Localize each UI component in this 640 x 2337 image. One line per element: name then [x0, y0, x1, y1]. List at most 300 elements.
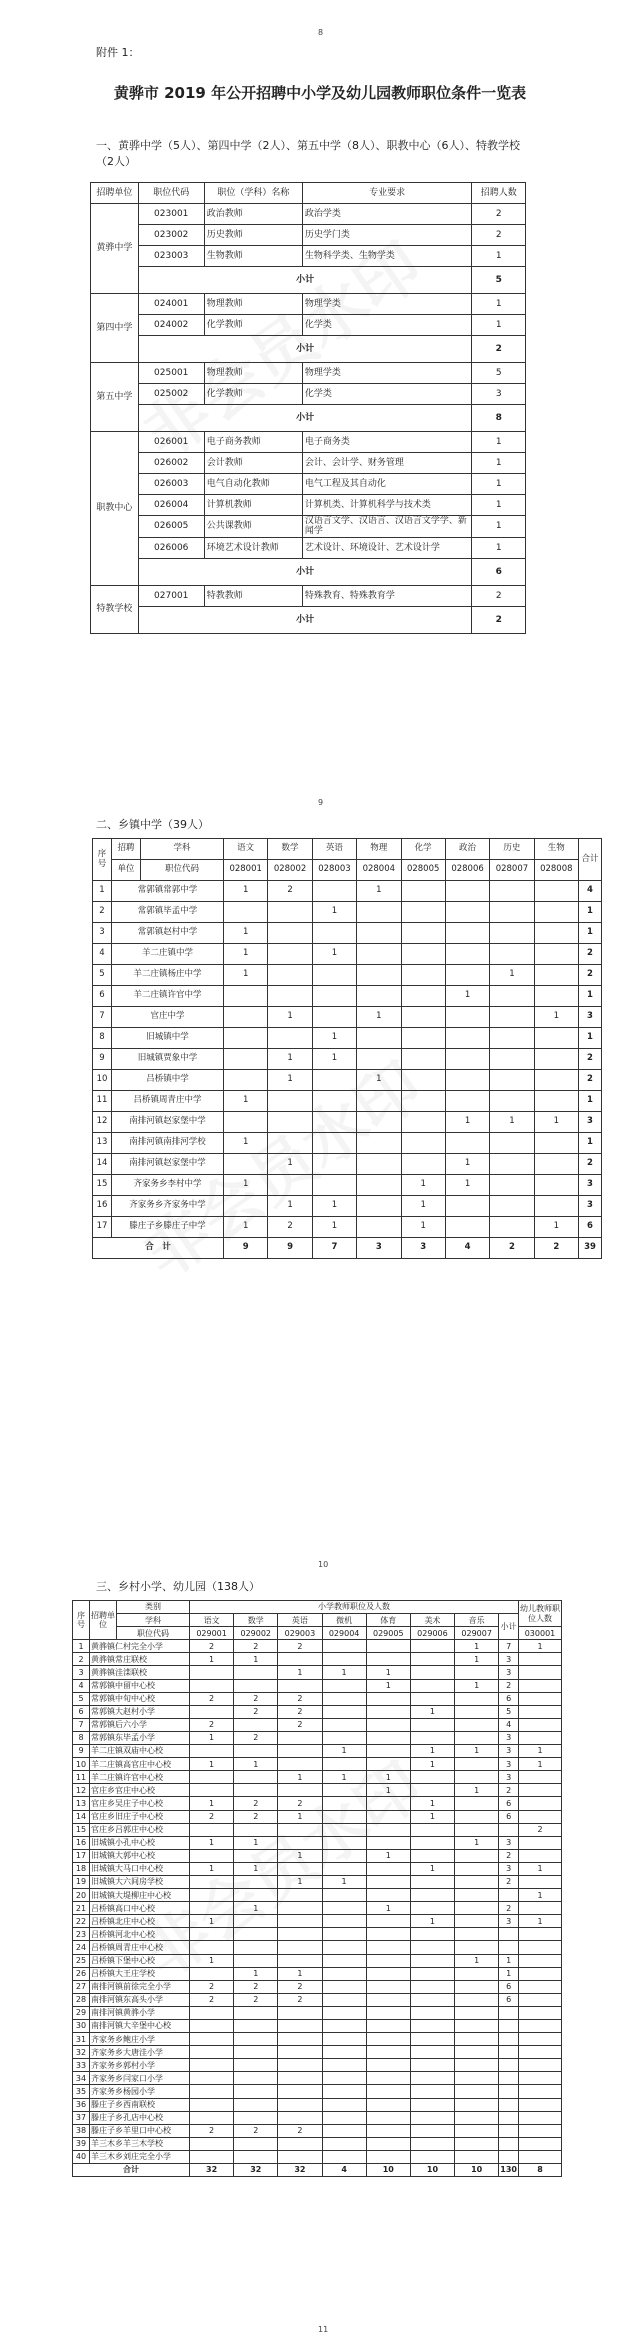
table-cell [278, 2098, 322, 2111]
table-cell: 1 [322, 1771, 366, 1784]
table-cell: 常郭镇中旬中心校 [90, 1692, 190, 1705]
table-cell [322, 1758, 366, 1771]
table-cell [410, 1993, 454, 2006]
table-cell: 1 [410, 1745, 454, 1758]
table-cell: 4 [499, 1718, 519, 1731]
total-label: 合 计 [93, 1238, 224, 1259]
table-cell [534, 902, 578, 923]
table-cell [499, 1823, 519, 1836]
table-cell [278, 2085, 322, 2098]
column-header: 序号 [73, 1601, 90, 1640]
table-row [73, 1771, 562, 1784]
table-cell: 常郭镇毕孟中学 [112, 902, 224, 923]
code-header: 029005 [366, 1627, 410, 1640]
table-cell [190, 1705, 234, 1718]
table-cell [268, 1175, 312, 1196]
table-row [91, 246, 526, 267]
table-cell: 1 [366, 1771, 410, 1784]
table-cell [410, 1836, 454, 1849]
table-row [73, 1941, 562, 1954]
table-cell [357, 1175, 401, 1196]
table-cell [268, 1028, 312, 1049]
table-cell: 1 [190, 1954, 234, 1967]
table-cell: 黄骅镇常庄联校 [90, 1653, 190, 1666]
table-cell: 1 [190, 1862, 234, 1875]
table-cell: 黄骅镇仁村完全小学 [90, 1640, 190, 1653]
table-cell: 026003 [138, 474, 204, 495]
table-cell: 024002 [138, 315, 204, 336]
table-cell [357, 1028, 401, 1049]
table-cell: 2 [234, 1993, 278, 2006]
total-value: 32 [190, 2164, 234, 2177]
table-cell [357, 923, 401, 944]
table-cell: 化学类 [302, 384, 472, 405]
table-cell: 2 [190, 2124, 234, 2137]
table-cell [268, 923, 312, 944]
subtotal-label: 小计 [138, 606, 472, 633]
table-cell: 滕庄子乡滕庄子中学 [112, 1217, 224, 1238]
table-cell [278, 1941, 322, 1954]
table-cell [190, 2033, 234, 2046]
table-cell: 滕庄子乡西南联校 [90, 2098, 190, 2111]
table-cell [519, 2046, 562, 2059]
column-header: 招聘单位 [91, 183, 139, 204]
table-cell [490, 1175, 534, 1196]
subject-header: 生物 [534, 839, 578, 860]
table-cell [534, 881, 578, 902]
table-cell [234, 1915, 278, 1928]
table-cell: 6 [73, 1705, 90, 1718]
total-row [73, 2164, 562, 2177]
table-cell [366, 2072, 410, 2085]
subject-header: 数学 [268, 839, 312, 860]
table-cell: 1 [234, 1967, 278, 1980]
table-cell [519, 1666, 562, 1679]
table-cell [278, 2006, 322, 2019]
table-cell [401, 881, 445, 902]
table-cell [455, 1941, 499, 1954]
table-cell [519, 2020, 562, 2033]
table-cell [519, 1810, 562, 1823]
table-cell: 1 [190, 1797, 234, 1810]
code-header: 028001 [224, 860, 268, 881]
table-row [73, 1705, 562, 1718]
table-cell: 旧城镇大郭中心校 [90, 1849, 190, 1862]
table-cell: 3 [579, 1196, 602, 1217]
table-cell: 1 [278, 1875, 322, 1888]
table-cell: 1 [234, 1862, 278, 1875]
table-cell: 1 [519, 1889, 562, 1902]
table-cell: 齐家务乡齐家务中学 [112, 1196, 224, 1217]
table-cell [499, 2046, 519, 2059]
table-cell [190, 2059, 234, 2072]
table-cell [278, 1902, 322, 1915]
table-cell [401, 1049, 445, 1070]
table-cell: 1 [278, 1771, 322, 1784]
column-header: 职位（学科）名称 [204, 183, 302, 204]
table-cell [401, 1028, 445, 1049]
page-number: 8 [318, 28, 324, 37]
table-cell [190, 1928, 234, 1941]
column-header: 招聘 [112, 839, 141, 860]
table-cell: 1 [490, 1112, 534, 1133]
table-cell: 生物科学类、生物学类 [302, 246, 472, 267]
table-cell: 25 [73, 1954, 90, 1967]
table-row [73, 2006, 562, 2019]
table-cell [519, 2059, 562, 2072]
table-cell [519, 2124, 562, 2137]
table-cell [534, 944, 578, 965]
table-cell: 1 [579, 1028, 602, 1049]
table-cell [312, 1175, 356, 1196]
table-cell [366, 1718, 410, 1731]
table-cell: 物理学类 [302, 294, 472, 315]
subtotal-row [91, 606, 526, 633]
table-cell: 3 [499, 1666, 519, 1679]
table-row [73, 1653, 562, 1666]
table-cell: 羊二庄镇高官庄中心校 [90, 1758, 190, 1771]
table-cell [234, 1928, 278, 1941]
table-cell [455, 1875, 499, 1888]
table-cell [190, 2098, 234, 2111]
subtotal-value: 2 [472, 336, 526, 363]
subtotal-label: 小计 [138, 405, 472, 432]
table-cell: 1 [579, 1133, 602, 1154]
table-row [93, 986, 602, 1007]
table-cell: 13 [93, 1133, 112, 1154]
table-row [93, 1217, 602, 1238]
table-cell: 1 [268, 1049, 312, 1070]
subject-header: 微机 [322, 1614, 366, 1627]
table-cell: 吕桥镇周青庄中学 [112, 1091, 224, 1112]
table-cell: 官庄乡旧庄子中心校 [90, 1810, 190, 1823]
table-cell [190, 1823, 234, 1836]
table-cell [190, 2020, 234, 2033]
table-cell [190, 1902, 234, 1915]
table-cell [278, 1758, 322, 1771]
table-cell [519, 1836, 562, 1849]
table-cell [519, 1980, 562, 1993]
table-cell [366, 2020, 410, 2033]
total-value: 8 [519, 2164, 562, 2177]
table-cell [190, 2150, 234, 2163]
table-cell [357, 1217, 401, 1238]
table-cell: 旧城镇大马口中心校 [90, 1862, 190, 1875]
table-cell [322, 1679, 366, 1692]
table-cell: 常郭镇大赵村小学 [90, 1705, 190, 1718]
table-row [73, 1758, 562, 1771]
table-cell: 2 [234, 1980, 278, 1993]
table-cell [410, 1771, 454, 1784]
table-cell [410, 1941, 454, 1954]
table-cell [322, 2137, 366, 2150]
subject-header: 语文 [224, 839, 268, 860]
table-cell: 2 [234, 1731, 278, 1744]
table-cell [410, 1718, 454, 1731]
table-cell: 1 [472, 453, 526, 474]
total-value: 9 [268, 1238, 312, 1259]
table-cell: 1 [234, 1902, 278, 1915]
table-cell: 4 [73, 1679, 90, 1692]
table-row [73, 1679, 562, 1692]
table-cell: 1 [455, 1653, 499, 1666]
table-cell [455, 1862, 499, 1875]
table-cell: 18 [73, 1862, 90, 1875]
table-cell [519, 1875, 562, 1888]
table-cell [366, 1758, 410, 1771]
table-cell [410, 2111, 454, 2124]
table-cell [490, 1154, 534, 1175]
table-cell [455, 1928, 499, 1941]
table-cell: 33 [73, 2059, 90, 2072]
table-cell: 1 [410, 1915, 454, 1928]
table-cell [234, 2072, 278, 2085]
table-cell: 特殊教育、特殊教育学 [302, 585, 472, 606]
table-cell: 2 [579, 1070, 602, 1091]
code-header: 028004 [357, 860, 401, 881]
table-cell: 29 [73, 2006, 90, 2019]
table-cell [366, 1980, 410, 1993]
table-cell [455, 1666, 499, 1679]
table-cell: 36 [73, 2098, 90, 2111]
table-row [91, 225, 526, 246]
table-cell: 12 [93, 1112, 112, 1133]
table-cell: 15 [73, 1823, 90, 1836]
table-cell [455, 1718, 499, 1731]
subtotal-label: 小计 [138, 558, 472, 585]
table-cell [366, 1653, 410, 1666]
table-cell [357, 986, 401, 1007]
table-row [73, 1954, 562, 1967]
table-cell [401, 1154, 445, 1175]
table-cell [190, 1967, 234, 1980]
table-row [91, 537, 526, 558]
table-cell [278, 2137, 322, 2150]
table-cell [519, 1849, 562, 1862]
table-cell [490, 986, 534, 1007]
table-cell [410, 2072, 454, 2085]
table-cell: 3 [499, 1653, 519, 1666]
table-cell: 1 [579, 986, 602, 1007]
table-cell [410, 2098, 454, 2111]
table-cell [401, 944, 445, 965]
table-cell: 1 [190, 1731, 234, 1744]
table-cell [234, 1823, 278, 1836]
table-cell: 常郭镇中留中心校 [90, 1679, 190, 1692]
table-cell: 1 [534, 1217, 578, 1238]
table-cell [224, 1196, 268, 1217]
table-cell: 1 [519, 1640, 562, 1653]
table-cell [499, 1928, 519, 1941]
table-cell: 旧城镇贾象中学 [112, 1049, 224, 1070]
table-cell: 2 [278, 2124, 322, 2137]
table-cell [519, 2111, 562, 2124]
table-cell: 2 [579, 965, 602, 986]
table-cell [519, 2085, 562, 2098]
table-cell: 1 [472, 246, 526, 267]
table-cell [366, 1875, 410, 1888]
table-cell [455, 2098, 499, 2111]
table-cell [357, 1154, 401, 1175]
table-cell [278, 2111, 322, 2124]
table-cell: 6 [499, 1993, 519, 2006]
table-cell: 南排河镇东高头小学 [90, 1993, 190, 2006]
table-cell: 5 [93, 965, 112, 986]
section2-heading: 二、乡镇中学（39人） [96, 818, 209, 831]
table-cell [445, 1196, 489, 1217]
subtotal-row [91, 267, 526, 294]
table-cell [490, 1049, 534, 1070]
subject-header: 音乐 [455, 1614, 499, 1627]
unit-name: 黄骅中学 [91, 204, 139, 294]
table-cell [366, 1745, 410, 1758]
table-cell [312, 1091, 356, 1112]
table-cell [410, 1980, 454, 1993]
table-cell: 1 [579, 1091, 602, 1112]
table-cell [445, 965, 489, 986]
table-cell [410, 2046, 454, 2059]
table-cell: 8 [73, 1731, 90, 1744]
table-cell [190, 1771, 234, 1784]
table-row [73, 1993, 562, 2006]
table-cell: 1 [234, 1758, 278, 1771]
table-cell [322, 2072, 366, 2085]
table-cell: 齐家务乡杨园小学 [90, 2085, 190, 2098]
table-cell: 1 [445, 1175, 489, 1196]
table-cell: 羊二庄镇杨庄中学 [112, 965, 224, 986]
table-row [73, 1692, 562, 1705]
table-cell: 吕桥镇大王庄学校 [90, 1967, 190, 1980]
table-cell: 14 [93, 1154, 112, 1175]
table-cell: 旧城镇小孔中心校 [90, 1836, 190, 1849]
table-cell [234, 1745, 278, 1758]
table-cell: 羊二庄镇中学 [112, 944, 224, 965]
table-cell: 026001 [138, 432, 204, 453]
table-cell [357, 1112, 401, 1133]
table-cell: 3 [73, 1666, 90, 1679]
table-cell: 1 [366, 1784, 410, 1797]
table-cell [445, 902, 489, 923]
table-row [73, 2137, 562, 2150]
total-value: 39 [579, 1238, 602, 1259]
table-cell: 1 [410, 1758, 454, 1771]
table-cell [278, 1679, 322, 1692]
table-cell [490, 1091, 534, 1112]
table-cell: 艺术设计、环境设计、艺术设计学 [302, 537, 472, 558]
table-cell [224, 1007, 268, 1028]
table-cell: 电气自动化教师 [204, 474, 302, 495]
table-row [73, 2150, 562, 2163]
table-cell [322, 1862, 366, 1875]
table-cell [312, 881, 356, 902]
table-row [93, 965, 602, 986]
table-cell [455, 1731, 499, 1744]
table-cell: 3 [579, 1112, 602, 1133]
table-row [91, 585, 526, 606]
table-cell: 6 [579, 1217, 602, 1238]
table-cell [519, 2098, 562, 2111]
table-cell [190, 2085, 234, 2098]
table-cell [234, 2098, 278, 2111]
table-cell: 1 [234, 1653, 278, 1666]
table-cell: 1 [472, 495, 526, 516]
table-cell: 14 [73, 1810, 90, 1823]
subtotal-label: 小计 [138, 336, 472, 363]
table-cell: 9 [93, 1049, 112, 1070]
table-cell [534, 1091, 578, 1112]
table-cell: 1 [224, 1217, 268, 1238]
table-row [73, 2033, 562, 2046]
table-cell [322, 1967, 366, 1980]
table-cell: 026006 [138, 537, 204, 558]
code-header: 029001 [190, 1627, 234, 1640]
table-cell: 1 [455, 1745, 499, 1758]
table-row [73, 2059, 562, 2072]
table-cell [401, 965, 445, 986]
subject-header: 英语 [278, 1614, 322, 1627]
table-cell: 7 [93, 1007, 112, 1028]
table-cell: 1 [472, 474, 526, 495]
table-cell [322, 1640, 366, 1653]
table-cell [366, 2111, 410, 2124]
subject-header: 体育 [366, 1614, 410, 1627]
table-cell: 物理学类 [302, 363, 472, 384]
table-cell [410, 2020, 454, 2033]
table-cell: 025001 [138, 363, 204, 384]
table-cell: 1 [366, 1849, 410, 1862]
table-cell: 官庄乡官庄中心校 [90, 1784, 190, 1797]
table-cell [519, 1993, 562, 2006]
section2-table [92, 838, 602, 1259]
table-cell [445, 1007, 489, 1028]
table-cell: 3 [472, 384, 526, 405]
code-header: 028005 [401, 860, 445, 881]
table-cell [519, 1902, 562, 1915]
table-cell [234, 1679, 278, 1692]
table-cell [366, 2085, 410, 2098]
table-cell: 12 [73, 1784, 90, 1797]
table-cell [401, 923, 445, 944]
table-row [93, 1154, 602, 1175]
table-cell [519, 1928, 562, 1941]
table-cell [410, 2124, 454, 2137]
table-cell: 6 [499, 1810, 519, 1823]
header-row [91, 183, 526, 204]
table-row [91, 315, 526, 336]
table-cell [410, 2085, 454, 2098]
table-cell: 吕桥镇河北中心校 [90, 1928, 190, 1941]
table-cell [278, 2072, 322, 2085]
table-cell: 1 [312, 1196, 356, 1217]
total-value: 7 [312, 1238, 356, 1259]
column-header: 幼儿教师职位人数 [519, 1601, 562, 1627]
table-cell: 1 [278, 1666, 322, 1679]
column-header: 招聘人数 [472, 183, 526, 204]
table-cell [312, 965, 356, 986]
total-value: 130 [499, 2164, 519, 2177]
table-cell: 1 [366, 1666, 410, 1679]
table-cell [278, 1823, 322, 1836]
total-value: 10 [410, 2164, 454, 2177]
table-cell [312, 1070, 356, 1091]
table-cell: 羊二庄镇许官中学 [112, 986, 224, 1007]
table-cell: 1 [312, 944, 356, 965]
table-cell: 1 [224, 965, 268, 986]
unit-name: 第五中学 [91, 363, 139, 432]
table-row [73, 2111, 562, 2124]
table-row [73, 1915, 562, 1928]
table-cell: 齐家务乡大唐洼小学 [90, 2046, 190, 2059]
